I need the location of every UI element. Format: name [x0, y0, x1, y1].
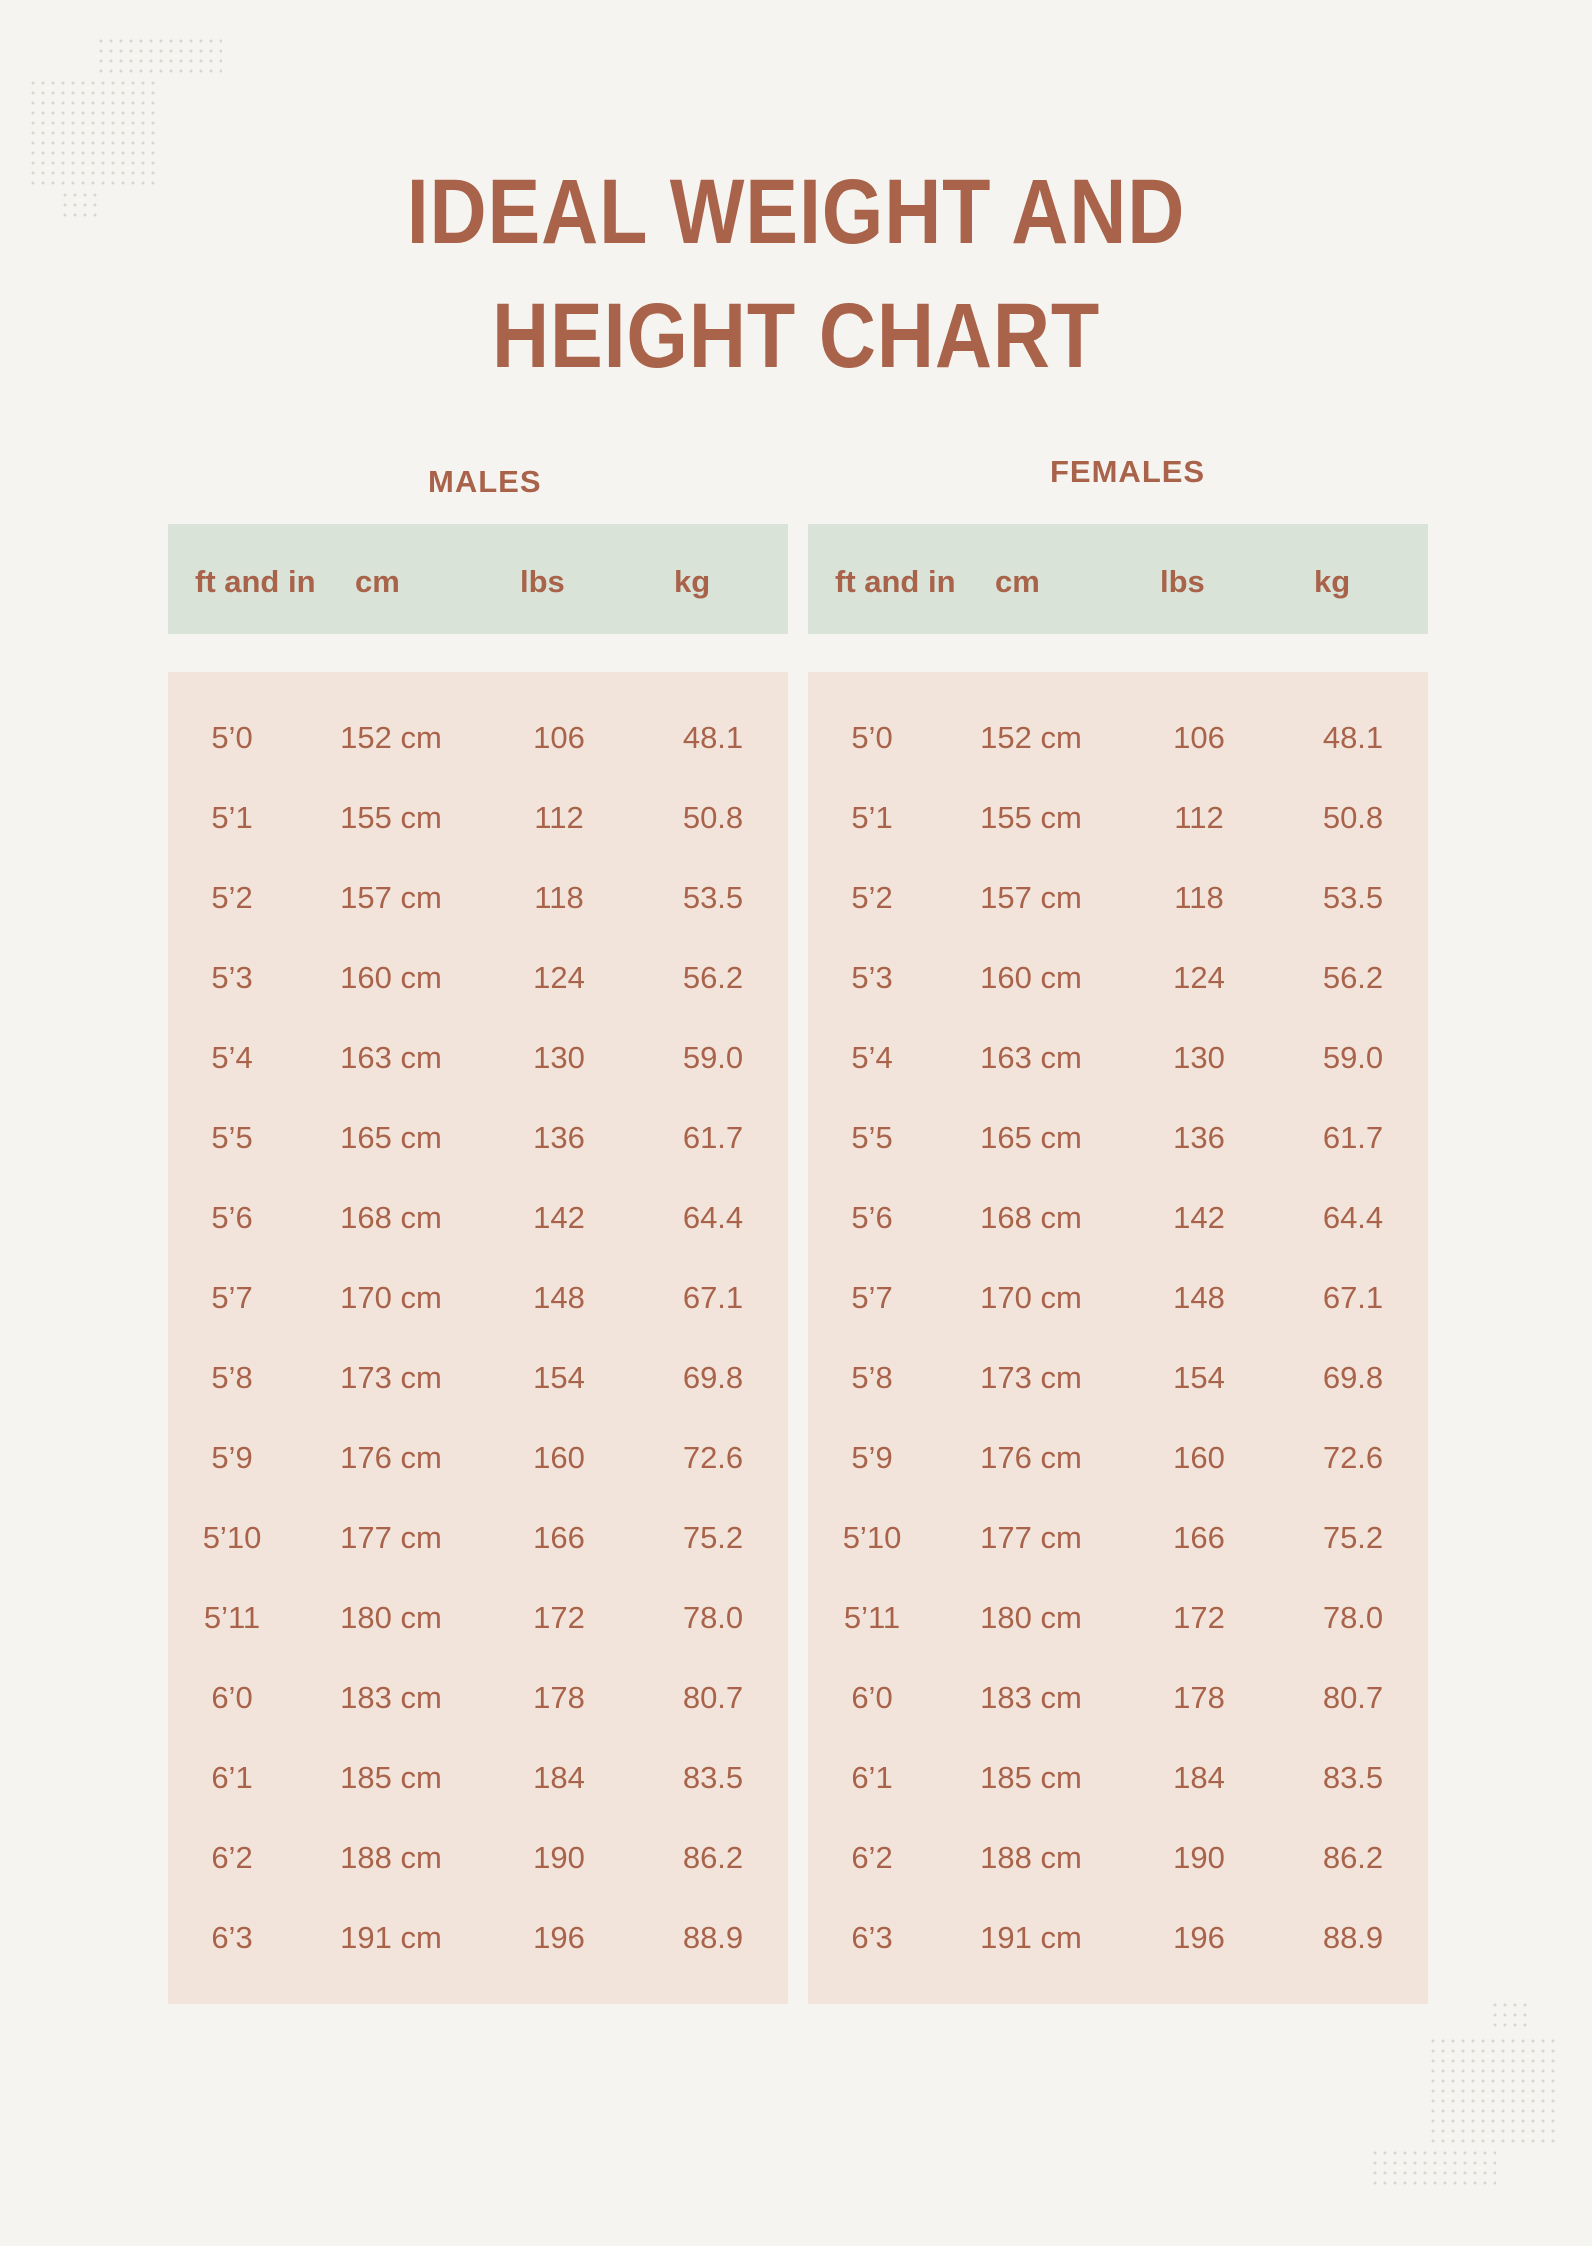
height-cm-cell: 180 cm [980, 1600, 1082, 1635]
height-ft-in-cell: 5’4 [851, 1040, 893, 1075]
height-cm-cell: 173 cm [980, 1360, 1082, 1395]
height-cm-cell: 180 cm [340, 1600, 442, 1635]
weight-kg-cell: 69.8 [1322, 1360, 1384, 1395]
weight-kg-cell: 78.0 [682, 1600, 744, 1635]
column-header-cm: cm [995, 564, 1040, 599]
weight-kg-cell: 88.9 [682, 1920, 744, 1955]
weight-kg-cell: 86.2 [1322, 1840, 1384, 1875]
table-row [808, 720, 1428, 800]
table-row [808, 1520, 1428, 1600]
height-cm-cell: 165 cm [980, 1120, 1082, 1155]
weight-lbs-cell: 190 [533, 1840, 585, 1875]
table-row [168, 1760, 788, 1840]
height-ft-in-cell: 5’0 [851, 720, 893, 755]
height-ft-in-cell: 5’1 [851, 800, 893, 835]
weight-kg-cell: 75.2 [1322, 1520, 1384, 1555]
table-row [808, 960, 1428, 1040]
weight-lbs-cell: 106 [1173, 720, 1225, 755]
males-section-label: MALES [428, 464, 542, 499]
height-ft-in-cell: 6’0 [211, 1680, 253, 1715]
height-ft-in-cell: 5’7 [851, 1280, 893, 1315]
table-row [168, 1280, 788, 1360]
table-row [808, 1280, 1428, 1360]
table-row [168, 1520, 788, 1600]
table-row [168, 1920, 788, 2000]
height-cm-cell: 157 cm [340, 880, 442, 915]
weight-kg-cell: 53.5 [1322, 880, 1384, 915]
weight-lbs-cell: 136 [1173, 1120, 1225, 1155]
dot-pattern-decoration [60, 190, 100, 220]
weight-lbs-cell: 130 [1173, 1040, 1225, 1075]
table-row [808, 1200, 1428, 1280]
height-ft-in-cell: 5’3 [211, 960, 253, 995]
height-ft-in-cell: 6’0 [851, 1680, 893, 1715]
table-row [168, 1440, 788, 1520]
weight-kg-cell: 86.2 [682, 1840, 744, 1875]
weight-lbs-cell: 172 [1173, 1600, 1225, 1635]
weight-lbs-cell: 124 [533, 960, 585, 995]
weight-lbs-cell: 190 [1173, 1840, 1225, 1875]
table-row [168, 1120, 788, 1200]
weight-lbs-cell: 118 [534, 880, 584, 915]
males-table-body [168, 672, 788, 2004]
column-header-lbs: lbs [520, 564, 565, 599]
weight-kg-cell: 53.5 [682, 880, 744, 915]
weight-lbs-cell: 148 [1173, 1280, 1225, 1315]
females-table-body [808, 672, 1428, 2004]
weight-kg-cell: 72.6 [682, 1440, 744, 1475]
weight-kg-cell: 48.1 [682, 720, 744, 755]
table-row [168, 880, 788, 960]
weight-kg-cell: 50.8 [682, 800, 744, 835]
height-ft-in-cell: 5’8 [211, 1360, 253, 1395]
height-cm-cell: 155 cm [340, 800, 442, 835]
height-ft-in-cell: 5’9 [851, 1440, 893, 1475]
height-cm-cell: 163 cm [340, 1040, 442, 1075]
height-ft-in-cell: 5’1 [211, 800, 253, 835]
weight-lbs-cell: 154 [533, 1360, 585, 1395]
table-row [168, 960, 788, 1040]
weight-lbs-cell: 112 [534, 800, 584, 835]
height-cm-cell: 183 cm [980, 1680, 1082, 1715]
height-cm-cell: 191 cm [980, 1920, 1082, 1955]
height-cm-cell: 155 cm [980, 800, 1082, 835]
page-title [111, 150, 1480, 398]
page-title-line-2: HEIGHT CHART [491, 285, 1101, 387]
weight-lbs-cell: 196 [533, 1920, 585, 1955]
dot-pattern-decoration [1490, 2000, 1530, 2030]
column-header-kg: kg [674, 564, 711, 599]
height-ft-in-cell: 5’2 [211, 880, 253, 915]
height-ft-in-cell: 5’2 [851, 880, 893, 915]
height-cm-cell: 173 cm [340, 1360, 442, 1395]
height-cm-cell: 191 cm [340, 1920, 442, 1955]
table-row [168, 1040, 788, 1120]
height-cm-cell: 168 cm [980, 1200, 1082, 1235]
table-row [808, 1680, 1428, 1760]
height-ft-in-cell: 5’7 [211, 1280, 253, 1315]
weight-lbs-cell: 166 [1173, 1520, 1225, 1555]
weight-lbs-cell: 130 [533, 1040, 585, 1075]
table-row [808, 1120, 1428, 1200]
weight-lbs-cell: 148 [533, 1280, 585, 1315]
weight-kg-cell: 83.5 [682, 1760, 744, 1795]
weight-kg-cell: 61.7 [1322, 1120, 1384, 1155]
weight-kg-cell: 78.0 [1322, 1600, 1384, 1635]
weight-lbs-cell: 154 [1173, 1360, 1225, 1395]
weight-lbs-cell: 142 [533, 1200, 585, 1235]
weight-lbs-cell: 178 [533, 1680, 585, 1715]
weight-lbs-cell: 136 [533, 1120, 585, 1155]
height-ft-in-cell: 5’5 [211, 1120, 253, 1155]
weight-lbs-cell: 118 [1174, 880, 1224, 915]
table-row [168, 1600, 788, 1680]
height-ft-in-cell: 5’4 [211, 1040, 253, 1075]
weight-kg-cell: 59.0 [682, 1040, 744, 1075]
weight-kg-cell: 59.0 [1322, 1040, 1384, 1075]
weight-kg-cell: 56.2 [682, 960, 744, 995]
weight-kg-cell: 48.1 [1322, 720, 1384, 755]
weight-lbs-cell: 106 [533, 720, 585, 755]
weight-kg-cell: 80.7 [682, 1680, 744, 1715]
table-row [168, 720, 788, 800]
page-title-line-1: IDEAL WEIGHT AND [406, 161, 1186, 263]
weight-kg-cell: 69.8 [682, 1360, 744, 1395]
height-ft-in-cell: 5’3 [851, 960, 893, 995]
height-cm-cell: 188 cm [980, 1840, 1082, 1875]
height-cm-cell: 163 cm [980, 1040, 1082, 1075]
table-row [168, 1360, 788, 1440]
weight-lbs-cell: 178 [1173, 1680, 1225, 1715]
height-cm-cell: 170 cm [340, 1280, 442, 1315]
dot-pattern-decoration [1370, 2148, 1496, 2188]
height-ft-in-cell: 5’5 [851, 1120, 893, 1155]
weight-lbs-cell: 112 [1174, 800, 1224, 835]
dot-pattern-decoration [1428, 2036, 1560, 2148]
height-cm-cell: 165 cm [340, 1120, 442, 1155]
weight-lbs-cell: 166 [533, 1520, 585, 1555]
weight-lbs-cell: 196 [1173, 1920, 1225, 1955]
table-row [808, 1760, 1428, 1840]
table-row [808, 1040, 1428, 1120]
table-row [808, 1840, 1428, 1920]
height-ft-in-cell: 5’8 [851, 1360, 893, 1395]
weight-lbs-cell: 184 [533, 1760, 585, 1795]
column-header-ft-in: ft and in [835, 564, 956, 599]
height-ft-in-cell: 5’6 [211, 1200, 253, 1235]
height-cm-cell: 185 cm [340, 1760, 442, 1795]
height-cm-cell: 177 cm [980, 1520, 1082, 1555]
height-cm-cell: 177 cm [340, 1520, 442, 1555]
weight-lbs-cell: 184 [1173, 1760, 1225, 1795]
height-ft-in-cell: 6’2 [211, 1840, 253, 1875]
height-ft-in-cell: 6’3 [211, 1920, 253, 1955]
table-row [808, 1920, 1428, 2000]
weight-kg-cell: 67.1 [1322, 1280, 1384, 1315]
height-cm-cell: 160 cm [340, 960, 442, 995]
weight-kg-cell: 56.2 [1322, 960, 1384, 995]
weight-lbs-cell: 172 [533, 1600, 585, 1635]
height-ft-in-cell: 6’1 [851, 1760, 893, 1795]
height-ft-in-cell: 5’11 [843, 1600, 901, 1635]
table-row [168, 1200, 788, 1280]
table-row [808, 1360, 1428, 1440]
table-row [168, 800, 788, 880]
weight-kg-cell: 64.4 [1322, 1200, 1384, 1235]
height-ft-in-cell: 6’3 [851, 1920, 893, 1955]
height-cm-cell: 183 cm [340, 1680, 442, 1715]
height-cm-cell: 152 cm [980, 720, 1082, 755]
height-cm-cell: 160 cm [980, 960, 1082, 995]
weight-kg-cell: 72.6 [1322, 1440, 1384, 1475]
height-ft-in-cell: 5’11 [203, 1600, 261, 1635]
table-row [808, 800, 1428, 880]
column-header-cm: cm [355, 564, 400, 599]
column-header-kg: kg [1314, 564, 1351, 599]
height-cm-cell: 168 cm [340, 1200, 442, 1235]
weight-lbs-cell: 160 [1173, 1440, 1225, 1475]
table-row [168, 1840, 788, 1920]
females-table-header [808, 524, 1428, 634]
height-ft-in-cell: 5’10 [202, 1520, 262, 1555]
height-cm-cell: 185 cm [980, 1760, 1082, 1795]
height-cm-cell: 176 cm [980, 1440, 1082, 1475]
table-row [808, 1600, 1428, 1680]
height-ft-in-cell: 5’10 [842, 1520, 902, 1555]
height-cm-cell: 176 cm [340, 1440, 442, 1475]
height-ft-in-cell: 5’0 [211, 720, 253, 755]
weight-kg-cell: 75.2 [682, 1520, 744, 1555]
weight-kg-cell: 88.9 [1322, 1920, 1384, 1955]
males-table-header [168, 524, 788, 634]
height-cm-cell: 157 cm [980, 880, 1082, 915]
height-ft-in-cell: 5’6 [851, 1200, 893, 1235]
column-header-ft-in: ft and in [195, 564, 316, 599]
height-cm-cell: 188 cm [340, 1840, 442, 1875]
weight-kg-cell: 50.8 [1322, 800, 1384, 835]
height-cm-cell: 152 cm [340, 720, 442, 755]
height-cm-cell: 170 cm [980, 1280, 1082, 1315]
height-ft-in-cell: 6’1 [211, 1760, 253, 1795]
dot-pattern-decoration [96, 36, 222, 76]
weight-lbs-cell: 160 [533, 1440, 585, 1475]
females-section-label: FEMALES [1050, 454, 1206, 489]
weight-lbs-cell: 142 [1173, 1200, 1225, 1235]
table-row [808, 1440, 1428, 1520]
height-ft-in-cell: 6’2 [851, 1840, 893, 1875]
weight-kg-cell: 83.5 [1322, 1760, 1384, 1795]
weight-kg-cell: 67.1 [682, 1280, 744, 1315]
weight-kg-cell: 61.7 [682, 1120, 744, 1155]
weight-lbs-cell: 124 [1173, 960, 1225, 995]
column-header-lbs: lbs [1160, 564, 1205, 599]
weight-kg-cell: 80.7 [1322, 1680, 1384, 1715]
weight-kg-cell: 64.4 [682, 1200, 744, 1235]
table-row [168, 1680, 788, 1760]
height-ft-in-cell: 5’9 [211, 1440, 253, 1475]
table-row [808, 880, 1428, 960]
